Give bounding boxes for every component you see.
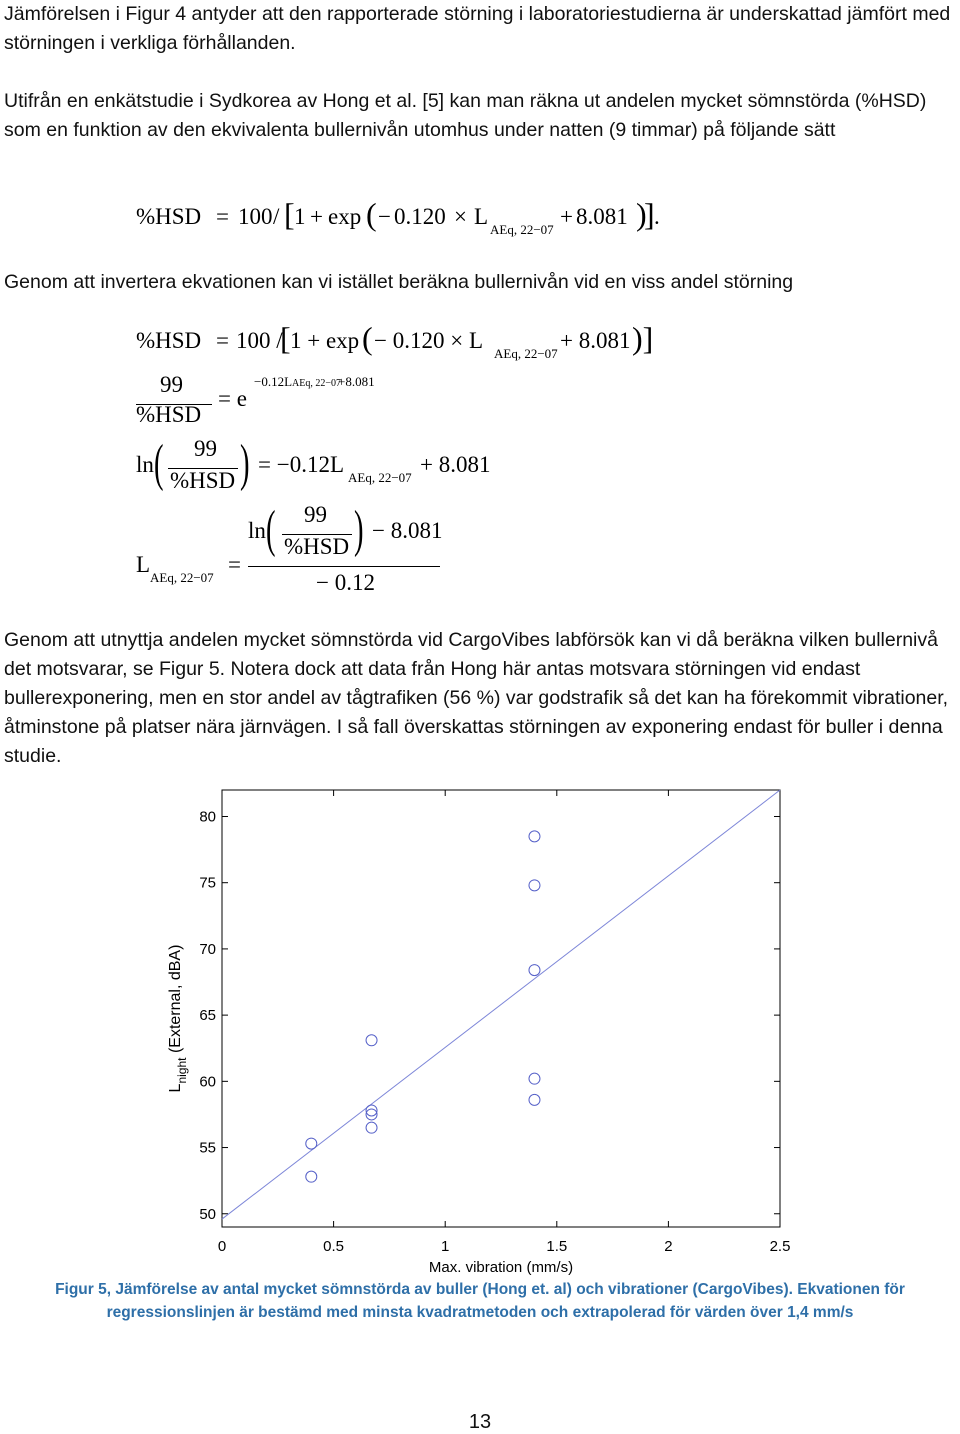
inv3-sub: AEq, 22−07: [348, 470, 412, 485]
eq1-paren-open: (: [366, 196, 377, 232]
inv2-exponent-tail: +8.081: [338, 374, 375, 389]
data-point: [529, 1094, 540, 1105]
inv4-paren-open: (: [266, 501, 276, 558]
eq1-paren-close: ): [636, 196, 647, 232]
eq1-slash: /: [273, 204, 280, 229]
regression-line: [222, 790, 780, 1219]
inv2-exponent-sub: AEq, 22−07: [292, 378, 341, 389]
eq1-lhs: %HSD: [136, 204, 202, 229]
x-tick-label: 1: [441, 1238, 450, 1255]
eq1-exp: exp: [328, 204, 362, 229]
y-axis-label: [167, 945, 189, 1093]
data-point: [529, 831, 540, 842]
data-point: [529, 880, 540, 891]
inv4-sub: AEq, 22−07: [150, 570, 214, 585]
x-tick-label: 2.5: [769, 1238, 791, 1255]
inv1-lhs: %HSD: [136, 328, 202, 353]
data-point: [306, 1171, 317, 1182]
eq1-times: ×: [454, 204, 467, 229]
y-tick-label: 75: [199, 874, 216, 892]
data-point: [306, 1138, 317, 1149]
data-point: [529, 1073, 540, 1084]
paragraph-intro: Jämförelsen i Figur 4 antyder att den rapporterade störning i laboratoriestudierna är underskattad jämfört med störningen i verkliga förhållanden.: [4, 3, 951, 54]
eq1-equals: =: [216, 204, 229, 229]
y-tick-label: 70: [199, 940, 216, 958]
inv3-tail: + 8.081: [420, 452, 491, 477]
equation-inv-2: [136, 372, 456, 432]
y-tick-label: 60: [199, 1073, 216, 1091]
inv3-paren-open: (: [154, 435, 164, 492]
inv1-rhs-b: 1 + exp: [290, 328, 360, 353]
y-tick-label: 55: [199, 1139, 216, 1157]
eq1-plus2: +: [560, 204, 573, 229]
inv1-rhs-a: 100 /: [236, 328, 283, 353]
y-axis-label-sub: night: [175, 1057, 189, 1084]
eq1-minus: −: [378, 204, 391, 229]
plot-frame: [222, 790, 780, 1227]
inv4-num: 99: [304, 502, 327, 527]
x-tick-label: 0: [217, 1238, 227, 1255]
eq1-bracket-close: ]: [644, 196, 655, 232]
x-tick-label: 1.5: [546, 1238, 568, 1255]
eq1-coef: 0.120: [394, 204, 446, 229]
y-axis-label-tail: (External, dBA): [167, 944, 184, 1058]
figure-caption: Figur 5, Jämförelse av antal mycket sömnstörda av buller (Hong et. al) och vibrationer (CargoVibes). Ekvationen för regressionslinjen är bestämd med minsta kvadratmetoden och extrapolerad för värden över 1,4 mm/s: [55, 1281, 905, 1321]
inv3-num: 99: [194, 436, 217, 461]
inv1-paren-open: (: [362, 320, 373, 356]
data-point: [366, 1122, 377, 1133]
page-number: 13: [468, 1411, 492, 1433]
eq1-bracket-open: [: [284, 196, 295, 232]
inv2-eq: = e: [218, 386, 247, 411]
paragraph-hong-study: Utifrån en enkätstudie i Sydkorea av Hong et al. [5] kan man räkna ut andelen mycket sömnstörda (%HSD) som en funktion av den ekvivalenta bullernivån utomhus under natten (9 timmar) på följande sätt: [4, 90, 927, 141]
y-tick-label: 65: [199, 1007, 216, 1025]
equation-inv-4: [136, 502, 456, 602]
y-tick-label: 50: [199, 1205, 216, 1223]
inv4-paren-close: ): [354, 501, 364, 558]
data-point: [366, 1035, 377, 1046]
inv1-rhs-d: + 8.081: [560, 328, 631, 353]
data-point: [529, 965, 540, 976]
equation-hsd-clean: [136, 200, 676, 240]
inv1-bracket-open: [: [280, 320, 291, 356]
paragraph-cargovibes: Genom att utnyttja andelen mycket sömnstörda vid CargoVibes labförsök kan vi då beräkna vilken bullernivå det motsvarar, se Figur 5. Notera dock att data från Hong här antas motsvara störningen vid endast bullerexponering, men en stor andel av tågtrafiken (56 %) var godstrafik så det kan ha förekommit vibrationer, åtminstone på platser nära järnvägen. I så fall överskattas störningen av exponering endast för buller i denna studie.: [4, 629, 949, 767]
inv3-ln: ln: [136, 452, 154, 477]
y-tick-label: 80: [199, 808, 216, 826]
scatter-chart: [0, 780, 960, 1280]
inv4-den: %HSD: [284, 534, 350, 559]
inv4-denominator: − 0.12: [316, 570, 375, 595]
eq1-plus: +: [310, 204, 323, 229]
inv4-tail: − 8.081: [372, 518, 443, 543]
inv3-den: %HSD: [170, 468, 236, 493]
eq1-one: 1: [294, 204, 306, 229]
eq1-const: 8.081: [576, 204, 628, 229]
inv4-eq: =: [228, 552, 241, 577]
inv1-rhs-c: − 0.120 × L: [374, 328, 483, 353]
eq1-end: .: [654, 204, 660, 229]
paragraph-invert: Genom att invertera ekvationen kan vi istället beräkna bullernivån vid en viss andel störning: [4, 271, 794, 293]
x-tick-label: 0.5: [323, 1238, 345, 1255]
inv2-exponent: −0.12L: [254, 374, 293, 389]
inv2-den: %HSD: [136, 402, 202, 427]
inv2-num: 99: [160, 372, 183, 397]
inv1-close: )]: [632, 320, 654, 356]
inv1-sub: AEq, 22−07: [494, 346, 558, 361]
inv3-eq: = −0.12L: [258, 452, 344, 477]
y-axis-label-main: L: [167, 1083, 184, 1093]
inv4-L: L: [136, 552, 151, 577]
eq1-numerator: 100: [238, 204, 273, 229]
inv3-paren-close: ): [240, 435, 250, 492]
equation-inv-3: [136, 436, 516, 496]
equation-inv-1: [136, 320, 656, 366]
inv4-ln: ln: [248, 518, 266, 543]
eq1-sub: AEq, 22−07: [490, 222, 554, 237]
x-axis-label: Max. vibration (mm/s): [428, 1259, 574, 1276]
eq1-L: L: [474, 204, 489, 229]
inv1-equals: =: [216, 328, 229, 353]
x-tick-label: 2: [664, 1238, 673, 1255]
